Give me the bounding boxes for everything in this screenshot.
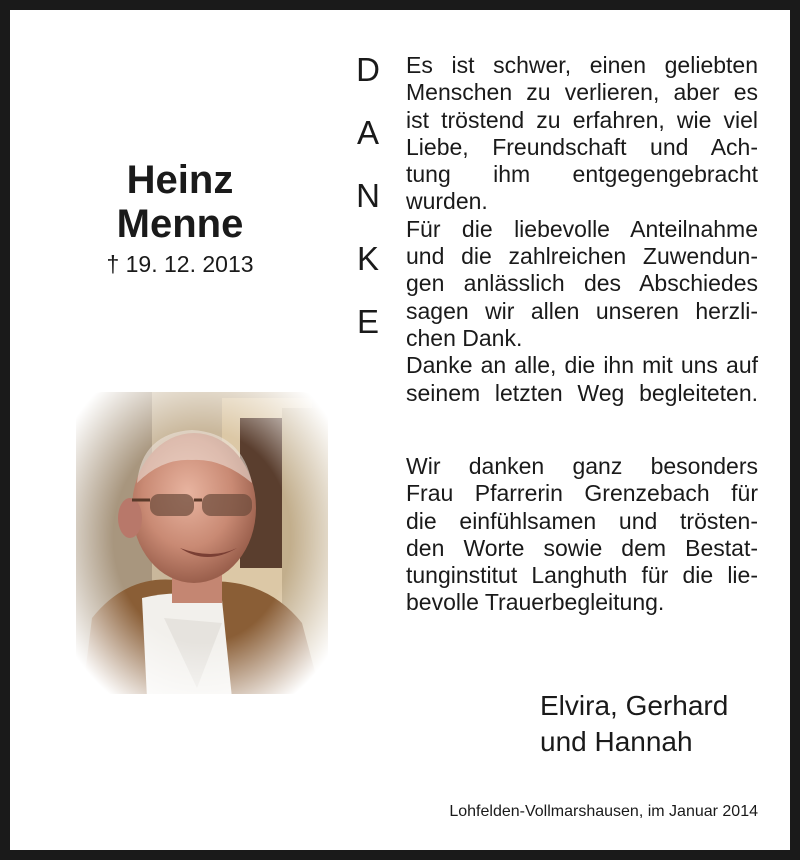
thanks-paragraph (406, 52, 758, 407)
death-date: † 19. 12. 2013 (106, 251, 254, 277)
text-line: sagen wir allen unseren herzli- (406, 297, 758, 324)
danke-letter: D (356, 51, 380, 88)
text-line: wurden. (406, 188, 488, 215)
text-line: Frau Pfarrerin Grenzebach für (406, 480, 758, 507)
place-and-date: Lohfelden-Vollmarshausen, im Januar 2014 (449, 803, 758, 820)
text-line: und die zahlreichen Zuwendun- (406, 243, 758, 270)
special-thanks-paragraph (406, 453, 758, 617)
text-line: seinem letzten Weg begleiteten. (406, 379, 758, 406)
text-line: Liebe, Freundschaft und Ach- (406, 133, 758, 160)
text-line: Menschen zu verlieren, aber es (406, 79, 758, 106)
text-line: Danke an alle, die ihn mit uns auf (406, 352, 758, 379)
danke-letter: E (356, 303, 379, 340)
text-line: chen Dank. (406, 324, 523, 351)
text-line: ist tröstend zu erfahren, wie viel (406, 106, 758, 133)
text-line: Es ist schwer, einen geliebten (406, 52, 758, 78)
deceased-last-name: Menne (116, 202, 244, 246)
danke-letter: K (356, 240, 379, 277)
text-line: tunginstitut Langhuth für die lie- (406, 562, 758, 589)
text-line: die einfühlsamen und trösten- (406, 507, 758, 534)
portrait-photo (72, 388, 332, 698)
text-line: bevolle Trauerbegleitung. (406, 589, 665, 616)
text-line: tung ihm entgegengebracht (406, 161, 758, 188)
text-line: Für die liebevolle Anteilnahme (406, 215, 758, 242)
danke-letter: N (356, 177, 380, 214)
deceased-first-name: Heinz (126, 158, 234, 202)
text-line: gen anlässlich des Abschiedes (406, 270, 758, 297)
text-line: Wir danken ganz besonders (406, 453, 758, 479)
text-line: den Worte sowie dem Bestat- (406, 534, 758, 561)
danke-vertical (346, 50, 390, 365)
signature-line: und Hannah (540, 726, 693, 757)
danke-letter: A (356, 114, 379, 151)
signature-line: Elvira, Gerhard (540, 690, 729, 721)
